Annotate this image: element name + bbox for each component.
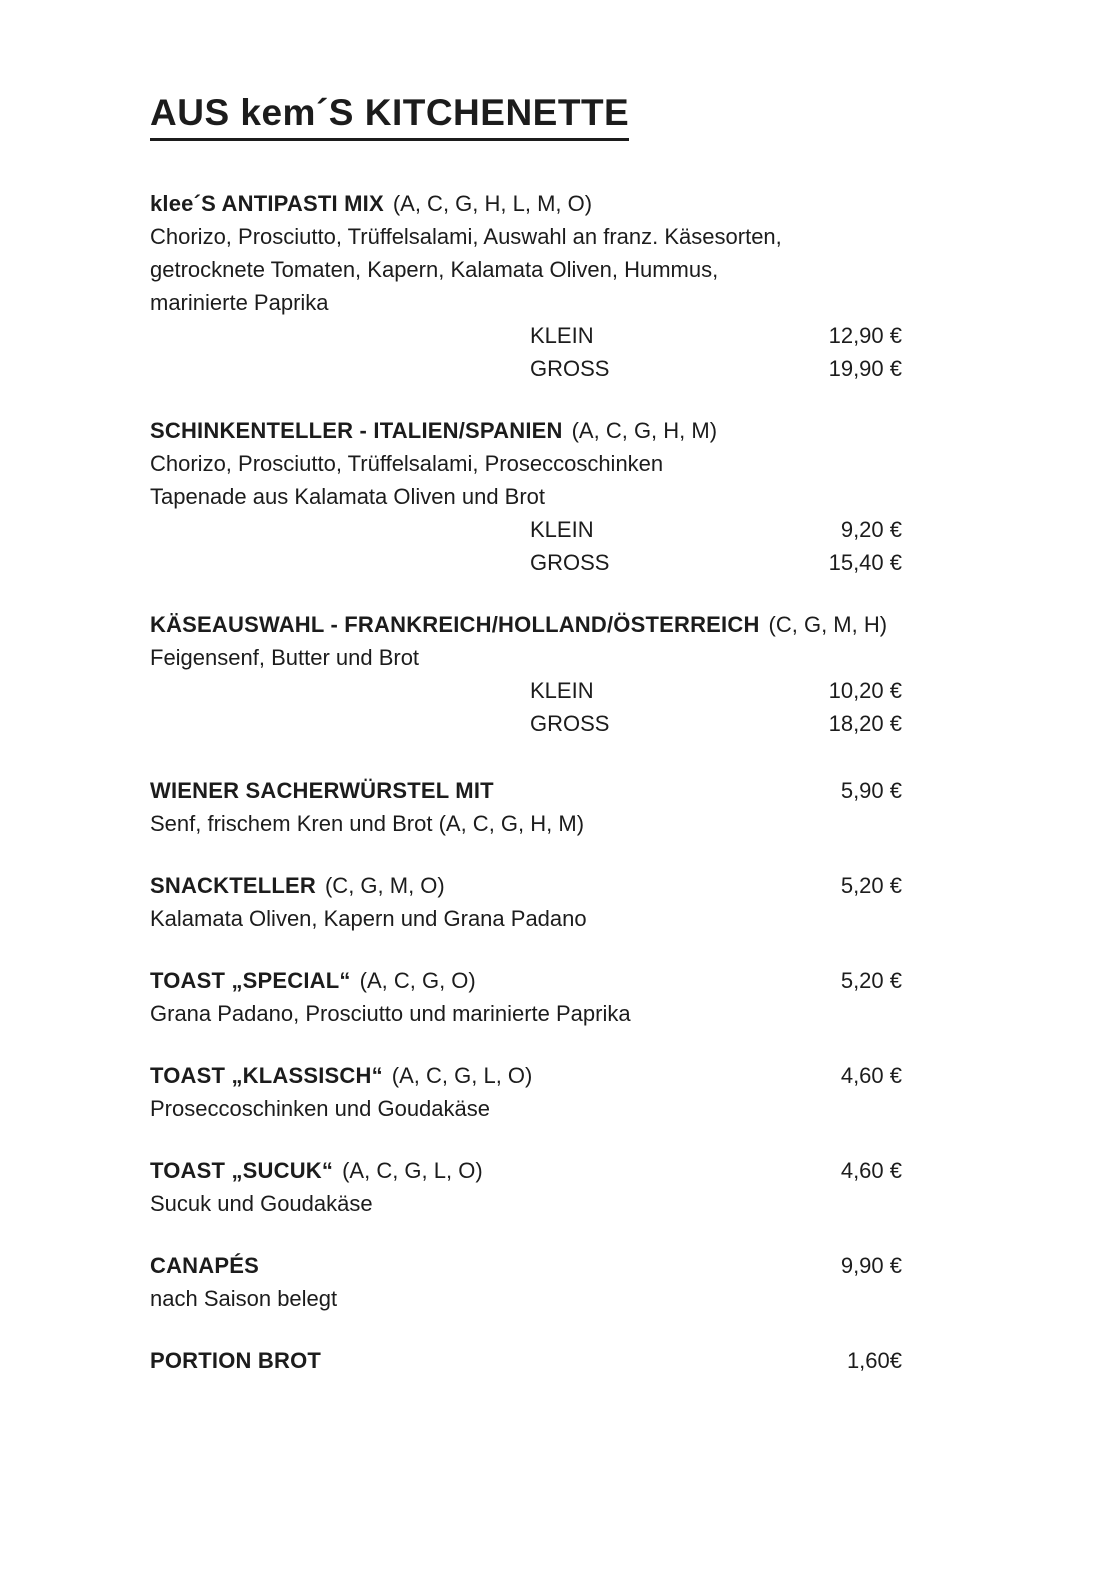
item-name: CANAPÉS: [150, 1252, 259, 1278]
item-description-line: Grana Padano, Prosciutto und marinierte Paprika: [150, 1000, 631, 1026]
item-allergens: (A, C, G, H, M): [571, 417, 718, 443]
item-head: [150, 414, 902, 447]
menu-item-sacherwuerstel: [150, 774, 902, 840]
item-price: 5,20 €: [840, 872, 902, 898]
size-price: 15,40 €: [828, 549, 902, 575]
item-description-line: getrocknete Tomaten, Kapern, Kalamata Oliven, Hummus,: [150, 256, 719, 282]
item-allergens: (C, G, M, O): [324, 872, 445, 898]
menu-item-toast-sucuk: [150, 1154, 902, 1220]
size-label: KLEIN: [530, 677, 594, 703]
item-description-line: Feigensenf, Butter und Brot: [150, 644, 420, 670]
size-row-klein: [150, 513, 902, 546]
menu-item-toast-special: [150, 964, 902, 1030]
item-head: [150, 964, 902, 997]
menu-item-canapes: [150, 1249, 902, 1315]
item-name: TOAST „SUCUK“: [150, 1157, 334, 1183]
item-description-line: Kalamata Oliven, Kapern und Grana Padano: [150, 905, 587, 931]
item-description-line: Sucuk und Goudakäse: [150, 1190, 373, 1216]
item-name: PORTION BROT: [150, 1347, 322, 1373]
menu-item-snackteller: [150, 869, 902, 935]
item-description-line: Senf, frischem Kren und Brot (A, C, G, H, M): [150, 810, 585, 836]
item-name: SCHINKENTELLER - ITALIEN/SPANIEN: [150, 417, 563, 443]
menu-item-portion-brot: [150, 1344, 902, 1377]
item-price: 4,60 €: [840, 1157, 902, 1183]
size-row-gross: [150, 352, 902, 385]
item-price: 4,60 €: [840, 1062, 902, 1088]
item-allergens: (A, C, G, L, O): [342, 1157, 483, 1183]
item-name: TOAST „SPECIAL“: [150, 967, 351, 993]
size-label: GROSS: [530, 710, 610, 736]
menu-item-toast-klassisch: [150, 1059, 902, 1125]
size-price: 9,20 €: [840, 516, 902, 542]
item-allergens: (A, C, G, L, O): [391, 1062, 533, 1088]
item-description-line: Tapenade aus Kalamata Oliven und Brot: [150, 483, 546, 509]
item-description-line: Chorizo, Prosciutto, Trüffelsalami, Proseccoschinken: [150, 450, 664, 476]
item-head: [150, 1154, 902, 1187]
size-price: 18,20 €: [828, 710, 902, 736]
item-name: klee´S ANTIPASTI MIX: [150, 190, 384, 216]
item-description-line: nach Saison belegt: [150, 1285, 338, 1311]
item-price: 5,90 €: [840, 777, 902, 803]
item-head: [150, 608, 902, 641]
item-head: [150, 1249, 902, 1282]
size-row-gross: [150, 707, 902, 740]
menu-list: [150, 187, 902, 1377]
size-label: GROSS: [530, 355, 610, 381]
item-allergens: (A, C, G, H, L, M, O): [392, 190, 593, 216]
size-row-klein: [150, 674, 902, 707]
item-price: 1,60€: [846, 1347, 902, 1373]
item-head: [150, 869, 902, 902]
size-price: 12,90 €: [828, 322, 902, 348]
item-name: TOAST „KLASSISCH“: [150, 1062, 383, 1088]
page-title: AUS kem´S KITCHENETTE: [150, 92, 629, 141]
item-head: [150, 1344, 902, 1377]
item-description-line: Chorizo, Prosciutto, Trüffelsalami, Auswahl an franz. Käsesorten,: [150, 223, 782, 249]
menu-item-kaeseauswahl: [150, 608, 902, 740]
item-description-line: Proseccoschinken und Goudakäse: [150, 1095, 490, 1121]
size-label: KLEIN: [530, 516, 594, 542]
item-head: [150, 1059, 902, 1092]
item-price: 9,90 €: [840, 1252, 902, 1278]
item-allergens: (C, G, M, H): [768, 611, 888, 637]
item-allergens: (A, C, G, O): [359, 967, 476, 993]
item-description-line: marinierte Paprika: [150, 289, 329, 315]
size-label: KLEIN: [530, 322, 594, 348]
menu-item-antipasti-mix: [150, 187, 902, 385]
item-name: KÄSEAUSWAHL - FRANKREICH/HOLLAND/ÖSTERREICH: [150, 611, 760, 637]
item-head: [150, 774, 902, 807]
item-name: WIENER SACHERWÜRSTEL MIT: [150, 777, 494, 803]
size-price: 19,90 €: [828, 355, 902, 381]
size-label: GROSS: [530, 549, 610, 575]
item-price: 5,20 €: [840, 967, 902, 993]
size-row-gross: [150, 546, 902, 579]
item-head: [150, 187, 902, 220]
item-name: SNACKTELLER: [150, 872, 316, 898]
menu-content: [150, 92, 902, 1406]
size-row-klein: [150, 319, 902, 352]
menu-item-schinkenteller: [150, 414, 902, 579]
size-price: 10,20 €: [828, 677, 902, 703]
